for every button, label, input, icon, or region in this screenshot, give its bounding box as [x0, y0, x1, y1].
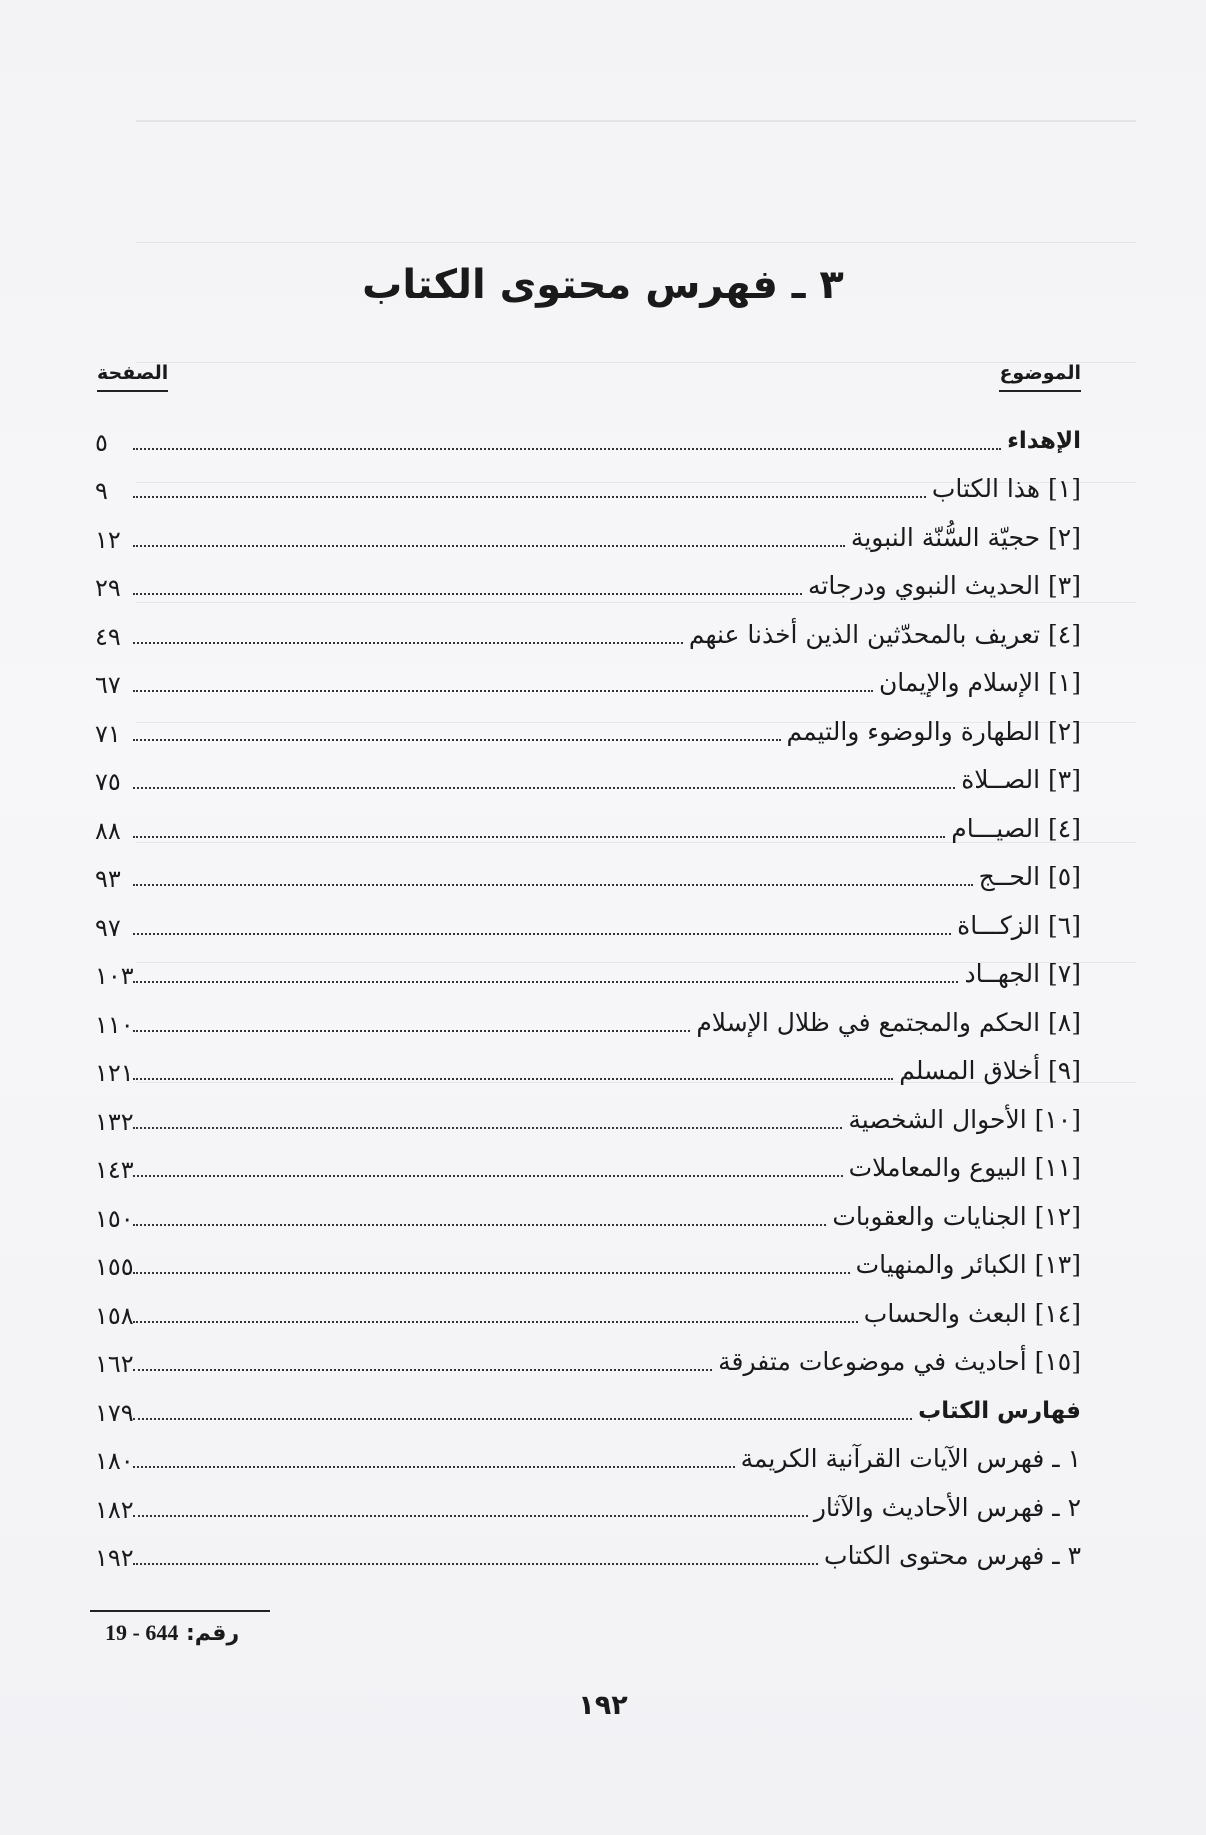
- toc-page-number: ٧٥: [95, 768, 121, 796]
- dot-leader: [133, 545, 845, 547]
- toc-row: [95, 558, 1081, 607]
- toc-topic: [٢] حجيّة السُّنّة النبوية: [850, 522, 1081, 552]
- page-number: ١٩٢: [578, 1690, 628, 1721]
- dot-leader: [133, 1272, 850, 1274]
- toc-topic: [٣] الحديث النبوي ودرجاته: [808, 571, 1081, 600]
- toc-topic: [٣] الصــلاة: [961, 765, 1081, 794]
- toc-row: [95, 1043, 1081, 1092]
- footer-ref-number: 19 - 644: [105, 1620, 179, 1645]
- toc-page-number: ٩٣: [95, 865, 121, 893]
- toc-page-number: ١٤٣: [95, 1156, 134, 1184]
- toc-page-number: ١٥٥: [95, 1253, 134, 1281]
- dot-leader: [133, 1418, 912, 1420]
- toc-topic: [٧] الجهــاد: [964, 959, 1081, 988]
- dot-leader: [133, 933, 951, 935]
- toc-page-number: ١٦٢: [95, 1350, 134, 1378]
- dot-leader: [133, 981, 958, 983]
- toc-row: [95, 752, 1081, 801]
- toc-row: [95, 1528, 1081, 1577]
- page-column-header: الصفحة: [97, 362, 168, 392]
- toc-row: [95, 509, 1081, 558]
- toc-topic: [١١] البيوع والمعاملات: [848, 1153, 1081, 1182]
- toc-row: [95, 703, 1081, 752]
- dot-leader: [133, 1466, 735, 1468]
- dot-leader: [133, 1563, 818, 1565]
- dot-leader: [133, 836, 945, 838]
- toc-row: [95, 1091, 1081, 1140]
- toc-page-number: ٩٧: [95, 913, 121, 942]
- table-of-contents: [95, 412, 1081, 1576]
- dot-leader: [133, 690, 873, 692]
- toc-row: [95, 849, 1081, 898]
- toc-row: [95, 994, 1081, 1043]
- toc-page-number: ١٠٣: [95, 962, 134, 990]
- toc-page-number: ١٥٠: [95, 1204, 134, 1233]
- dot-leader: [133, 1321, 858, 1323]
- toc-topic: ٢ ـ فهرس الأحاديث والآثار: [813, 1492, 1081, 1522]
- toc-row: [95, 800, 1081, 849]
- footer-ref-label: رقم:: [186, 1621, 240, 1646]
- toc-topic: [٢] الطهارة والوضوء والتيمم: [786, 716, 1081, 746]
- toc-topic: فهارس الكتاب: [918, 1397, 1081, 1424]
- toc-page-number: ٢٩: [95, 574, 121, 602]
- toc-row: [95, 946, 1081, 995]
- dot-leader: [133, 787, 955, 789]
- toc-topic: ١ ـ فهرس الآيات القرآنية الكريمة: [740, 1444, 1081, 1473]
- toc-page-number: ٩: [95, 477, 108, 505]
- dot-leader: [133, 1078, 893, 1080]
- toc-topic: [١٥] أحاديث في موضوعات متفرقة: [718, 1347, 1081, 1376]
- toc-topic: [٨] الحكم والمجتمع في ظلال الإسلام: [696, 1007, 1081, 1037]
- toc-row: [95, 1431, 1081, 1480]
- dot-leader: [133, 1515, 808, 1517]
- toc-page-number: ٧١: [95, 719, 121, 748]
- dot-leader: [133, 884, 973, 886]
- toc-row: [95, 1237, 1081, 1286]
- toc-row: [95, 1140, 1081, 1189]
- toc-row: [95, 1334, 1081, 1383]
- footer-reference: [105, 1620, 239, 1646]
- toc-page-number: ١٢١: [95, 1059, 134, 1087]
- toc-row: [95, 606, 1081, 655]
- page-title: ٣ ـ فهرس محتوى الكتاب: [362, 262, 844, 308]
- toc-page-number: ٦٧: [95, 671, 121, 699]
- toc-topic: [٤] الصيـــام: [951, 813, 1081, 843]
- toc-row: [95, 1382, 1081, 1431]
- toc-row: [95, 1285, 1081, 1334]
- toc-page-number: ١١٠: [95, 1010, 134, 1039]
- toc-page-number: ١٢: [95, 525, 121, 554]
- dot-leader: [133, 1175, 843, 1177]
- toc-page-number: ١٨٠: [95, 1447, 134, 1475]
- topic-column-header: الموضوع: [999, 362, 1081, 392]
- footer-rule: [90, 1610, 270, 1612]
- toc-page-number: ١٣٢: [95, 1107, 134, 1136]
- toc-topic: [٦] الزكـــاة: [957, 910, 1081, 940]
- toc-page-number: ١٩٢: [95, 1544, 134, 1572]
- toc-page-number: ١٨٢: [95, 1495, 134, 1524]
- toc-page-number: ٥: [95, 428, 108, 457]
- dot-leader: [133, 593, 802, 595]
- dot-leader: [133, 496, 926, 498]
- toc-page-number: ١٥٨: [95, 1301, 134, 1330]
- dot-leader: [133, 1030, 690, 1032]
- dot-leader: [133, 1127, 842, 1129]
- toc-page-number: ١٧٩: [95, 1398, 134, 1427]
- dot-leader: [133, 642, 683, 644]
- toc-row: [95, 897, 1081, 946]
- toc-topic: [٥] الحــج: [978, 862, 1081, 891]
- toc-topic: [٩] أخلاق المسلم: [899, 1056, 1081, 1085]
- toc-topic: ٣ ـ فهرس محتوى الكتاب: [824, 1541, 1081, 1570]
- dot-leader: [133, 1224, 826, 1226]
- toc-topic: [١٠] الأحوال الشخصية: [848, 1104, 1081, 1134]
- toc-topic: [١٣] الكبائر والمنهيات: [855, 1250, 1081, 1279]
- toc-row: [95, 1479, 1081, 1528]
- toc-topic: الإهداء: [1007, 427, 1081, 454]
- toc-topic: [١] الإسلام والإيمان: [878, 668, 1081, 697]
- toc-row: [95, 655, 1081, 704]
- toc-row: [95, 461, 1081, 510]
- toc-topic: [١] هذا الكتاب: [931, 474, 1081, 503]
- toc-topic: [١٢] الجنايات والعقوبات: [832, 1201, 1081, 1231]
- dot-leader: [133, 1369, 712, 1371]
- dot-leader: [133, 448, 1001, 450]
- toc-page-number: ٤٩: [95, 622, 121, 651]
- toc-row: [95, 1188, 1081, 1237]
- toc-topic: [٤] تعريف بالمحدّثين الذين أخذنا عنهم: [688, 619, 1081, 649]
- toc-page-number: ٨٨: [95, 816, 121, 845]
- toc-topic: [١٤] البعث والحساب: [863, 1298, 1081, 1328]
- dot-leader: [133, 739, 781, 741]
- toc-row: [95, 412, 1081, 461]
